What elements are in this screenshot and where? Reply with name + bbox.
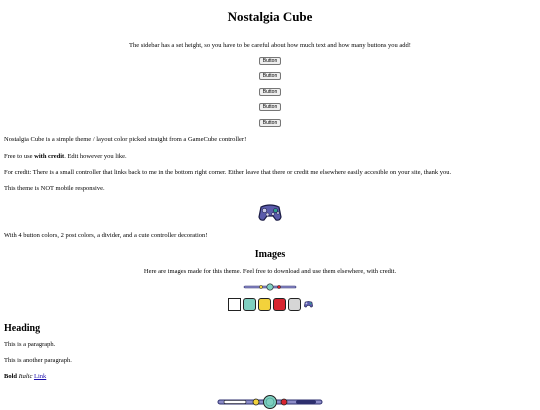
button-swatches <box>4 298 536 311</box>
images-intro: Here are images made for this theme. Feel free to download and use them elsewhere, with credit. <box>143 267 397 275</box>
free-prefix: Free to use <box>4 152 35 160</box>
button-5[interactable]: Button <box>259 119 281 127</box>
intro-text: The sidebar has a set height, so you have to be careful about how much text and how many buttons you add! <box>129 42 411 49</box>
mini-controller-icon <box>304 300 313 308</box>
swatch-white <box>228 298 241 311</box>
divider-image-small <box>4 283 536 291</box>
about-paragraph: Nostalgia Cube is a simple theme / layout color picked straight from a GameCube controller! <box>4 136 247 144</box>
button-2[interactable]: Button <box>259 72 281 80</box>
swatch-gray <box>288 298 301 311</box>
mobile-paragraph: This theme is NOT mobile responsive. <box>4 185 105 193</box>
images-heading: Images <box>254 248 286 260</box>
swatch-yellow <box>258 298 271 311</box>
swatch-red <box>273 298 286 311</box>
demo-paragraph-1: This is a paragraph. <box>4 340 56 348</box>
italic-text: Italic <box>18 373 33 381</box>
swatch-teal <box>243 298 256 311</box>
features-paragraph: With 4 button colors, 2 post colors, a divider, and a cute controller decoration! <box>4 231 208 239</box>
controller-decoration <box>4 202 536 222</box>
gamecube-controller-icon <box>258 202 282 222</box>
demo-heading: Heading <box>4 322 41 334</box>
free-suffix: . Edit however you like. <box>64 152 127 160</box>
divider-icon <box>216 394 324 410</box>
divider-image-large <box>4 394 536 410</box>
bold-text: Bold <box>4 373 18 381</box>
demo-link[interactable]: Link <box>33 373 47 381</box>
button-list <box>4 57 536 135</box>
demo-paragraph-2: This is another paragraph. <box>4 356 72 364</box>
free-to-use-paragraph <box>4 153 536 161</box>
button-4[interactable]: Button <box>259 103 281 111</box>
page-title: Nostalgia Cube <box>227 9 313 24</box>
divider-icon <box>243 283 297 291</box>
free-bold: with credit <box>34 152 65 160</box>
button-1[interactable]: Button <box>259 57 281 65</box>
credit-paragraph: For credit: There is a small controller that links back to me in the bottom right corner. Either leave that there or credit me elsewhere easily accesible on your site, thank you. <box>4 168 452 176</box>
button-3[interactable]: Button <box>259 88 281 96</box>
demo-formatting-line <box>4 373 536 381</box>
